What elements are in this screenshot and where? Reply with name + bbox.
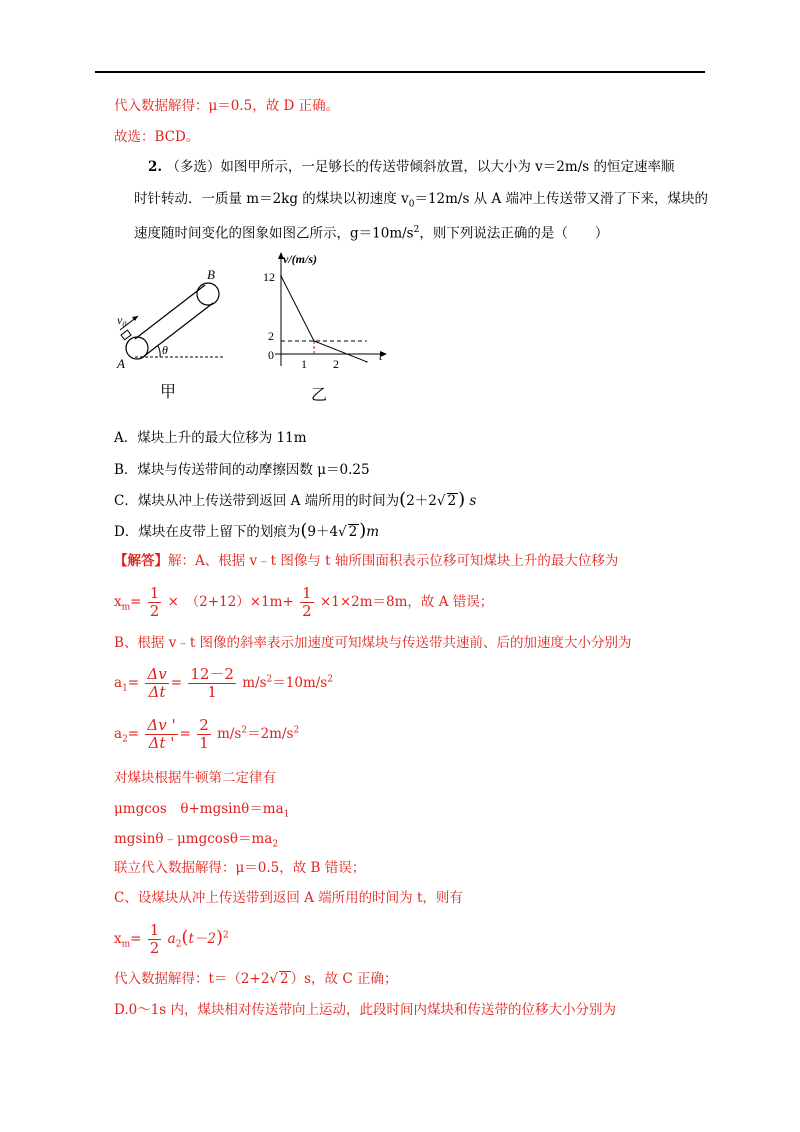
question-number: 2. <box>148 159 163 175</box>
a1-equation: $a_1=$ $\frac{\Delta v}{\Delta t}$ = $\frac{12-2}{1}$ $m/s^2=10m/s^2$ <box>114 665 333 701</box>
newton-line: 对煤块根据牛顿第二定律有 <box>114 770 276 786</box>
question-line-1: 2. （多选）如图甲所示，一足够长的传送带倾斜放置，以大小为 v＝2m/s 的恒定速率顺 <box>148 159 675 175</box>
question-line-3: 速度随时间变化的图象如图乙所示，$g=10m/s^2$，则下列说法正确的是（ ） <box>134 225 609 242</box>
prev-result-line: 代入数据解得：μ＝0.5，故 D 正确。 <box>114 98 340 114</box>
caption-yi: 乙 <box>311 387 328 404</box>
label-v0: $v_0$ <box>117 313 127 329</box>
xm-equation: $x_m=$ $\frac{1}{2}$ × （2+12）×1m+ $\frac{1}{2}$ ×1×2m＝8m，故 A 错误； <box>114 584 494 620</box>
caption-jia: 甲 <box>160 384 177 401</box>
x-tick-1: 1 <box>301 357 307 371</box>
top-pulley <box>197 283 219 305</box>
figure-conveyor <box>110 262 235 402</box>
newton-eq-1: μmgcos $\theta+mgsin\theta=ma_1$ <box>114 801 290 820</box>
question-line-2: 时针转动．一质量 m＝2kg 的煤块以初速度 $v_0=12m/s$ 从 A 端冲上传送带又滑了下来，煤块的 <box>134 191 709 210</box>
answer-a-line: 【解答】解：A、根据 v﹣t 图像与 t 轴所围面积表示位移可知煤块上升的最大位移为 <box>114 553 619 569</box>
coal-block <box>121 330 131 340</box>
y-axis-title: v/(m/s) <box>283 252 317 266</box>
t-result-line: 代入数据解得：t＝（2+2√ 2 ）s，故 C 正确； <box>114 971 398 987</box>
option-C: C．煤块从冲上传送带到返回 A 端所用的时间为(2＋2√ 2 ) s <box>114 489 477 510</box>
figure-vt-graph <box>255 248 395 406</box>
origin-label: 0 <box>268 348 274 362</box>
option-D: D．煤块在皮带上留下的划痕为(9＋4√ 2 )m <box>114 520 380 541</box>
label-B: B <box>207 267 215 282</box>
y-tick-2: 2 <box>268 329 274 343</box>
velocity-point <box>313 340 315 342</box>
a2-equation: $a_2=$ $\frac{\Delta v '}{\Delta t '}$ = $\frac{2}{1}$ $m/s^2=2m/s^2$ <box>114 716 300 752</box>
mu-result-line: 联立代入数据解得：μ＝0.5，故 B 错误； <box>114 860 366 876</box>
velocity-point <box>366 361 368 363</box>
xm2-equation: $x_m=$ $\frac{1}{2}$ $a_2(t-2)^2$ <box>114 921 229 957</box>
header-rule <box>95 71 705 73</box>
answer-c-line: C、设煤块从冲上传送带到返回 A 端所用的时间为 t，则有 <box>114 890 463 906</box>
label-theta: θ <box>162 343 168 357</box>
y-tick-12: 12 <box>263 270 275 284</box>
x-axis-label: t <box>379 349 383 363</box>
velocity-point <box>280 275 282 277</box>
prev-choice-line: 故选：BCD。 <box>114 129 200 145</box>
velocity-line <box>281 276 367 362</box>
answer-tag: 【解答】 <box>114 553 168 569</box>
option-A: A．煤块上升的最大位移为 11m <box>114 430 307 446</box>
answer-b-line: B、根据 v﹣t 图像的斜率表示加速度可知煤块与传送带共速前、后的加速度大小分别为 <box>114 635 632 651</box>
x-tick-2: 2 <box>333 357 339 371</box>
label-A: A <box>117 356 125 371</box>
option-B: B．煤块与传送带间的动摩擦因数 μ＝0.25 <box>114 462 370 478</box>
answer-d-line: D.0～1s 内，煤块相对传送带向上运动，此段时间内煤块和传送带的位移大小分别为 <box>114 1002 617 1018</box>
newton-eq-2: $mgsin\theta﹣\mu mgcos\theta=ma_2$ <box>114 831 279 850</box>
bottom-pulley <box>126 337 148 359</box>
